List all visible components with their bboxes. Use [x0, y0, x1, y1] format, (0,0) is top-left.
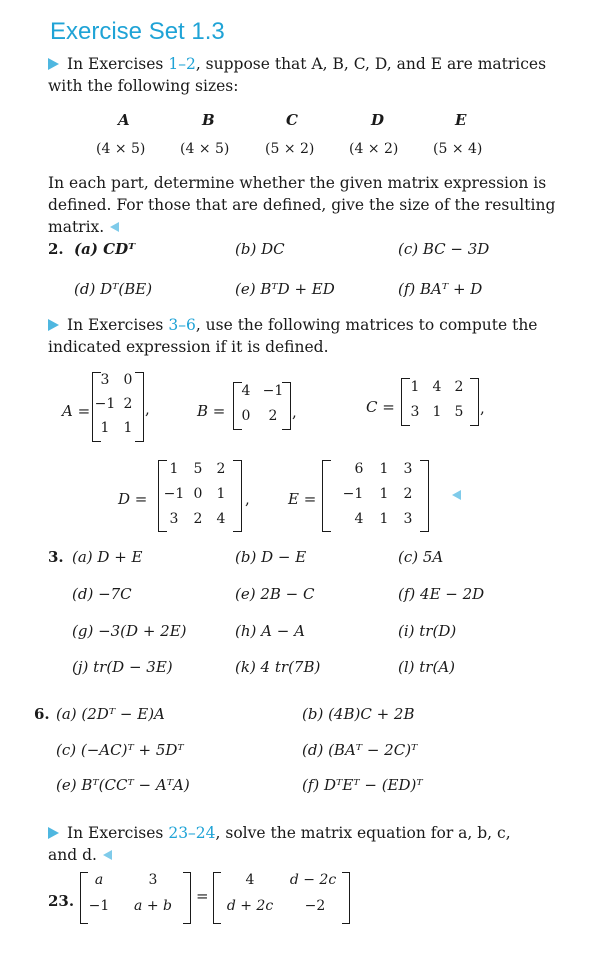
matrix-label: E = — [288, 490, 317, 508]
matrix-cell: 1 — [216, 486, 226, 502]
exercise-number: 3. — [48, 548, 64, 566]
instruction-line: defined. For those that are defined, give the size of the resulting — [48, 196, 556, 214]
exercise-item: (i) tr(D) — [398, 622, 457, 640]
instructions — [48, 172, 568, 238]
play-arrow-icon — [48, 58, 59, 70]
matrix-cell: 1 — [100, 420, 110, 436]
matrix-cell: −1 — [94, 396, 116, 412]
intro-exercises-3-6 — [48, 314, 568, 358]
matrix-name: A — [118, 111, 130, 129]
matrix-cell: 2 — [216, 461, 226, 477]
matrix-cell: 4 — [216, 511, 226, 527]
matrix-label: C = — [366, 398, 395, 416]
matrix-cell: 4 — [245, 872, 255, 888]
intro-text: In Exercises — [67, 316, 169, 334]
matrix-label: D = — [118, 490, 148, 508]
instruction-line: matrix. — [48, 218, 105, 236]
exercise-item: (a) D + E — [72, 548, 143, 566]
matrix-size: (5 × 4) — [433, 141, 483, 157]
intro-text: In Exercises — [67, 824, 169, 842]
matrix-cell: 1 — [379, 461, 389, 477]
matrix-name: D — [371, 111, 385, 129]
matrix-cell: 4 — [354, 511, 364, 527]
play-arrow-icon — [48, 827, 59, 839]
matrix-cell: 1 — [410, 379, 420, 395]
matrix-size: (4 × 2) — [349, 141, 399, 157]
exercise-link[interactable]: 3–6 — [168, 316, 196, 334]
matrix-cell: d + 2c — [226, 898, 274, 914]
intro-text: In Exercises — [67, 55, 169, 73]
matrix-cell: 3 — [403, 461, 413, 477]
matrix-cell: 5 — [193, 461, 203, 477]
matrix-name: B — [202, 111, 215, 129]
matrix-bracket — [233, 460, 242, 532]
matrix-cell: 1 — [123, 420, 133, 436]
matrix-cell: 2 — [123, 396, 133, 412]
matrix-bracket — [183, 872, 191, 924]
matrix-size: (5 × 2) — [265, 141, 315, 157]
matrix-cell: 6 — [354, 461, 364, 477]
matrix-cell: 3 — [100, 372, 110, 388]
exercise-item: (f) DᵀEᵀ − (ED)ᵀ — [302, 776, 423, 794]
matrix-cell: 2 — [268, 408, 278, 424]
exercise-item: (d) −7C — [72, 585, 132, 603]
matrix-cell: −1 — [88, 898, 110, 914]
separator: , — [145, 400, 150, 418]
matrix-cell: 3 — [169, 511, 179, 527]
separator: , — [292, 403, 297, 421]
matrix-label: B = — [197, 402, 226, 420]
exercise-item: (a) (2Dᵀ − E)A — [56, 705, 165, 723]
matrix-bracket — [470, 378, 479, 426]
matrix-name: E — [455, 111, 467, 129]
intro-text: indicated expression if it is defined. — [48, 338, 329, 356]
matrix-cell: 1 — [169, 461, 179, 477]
intro-text: , suppose that A, B, C, D, and E are matrices — [195, 55, 547, 73]
matrix-cell: 0 — [193, 486, 203, 502]
intro-text: , solve the matrix equation for a, b, c, — [215, 824, 511, 842]
exercise-item: (b) DC — [235, 240, 285, 258]
intro-text: , use the following matrices to compute the — [195, 316, 538, 334]
matrix-cell: 3 — [148, 872, 158, 888]
matrix-label: A = — [62, 402, 91, 420]
matrix-size: (4 × 5) — [96, 141, 146, 157]
exercise-item: (d) (BAᵀ − 2C)ᵀ — [302, 741, 418, 759]
matrix-bracket — [80, 872, 88, 924]
matrix-cell: 1 — [379, 486, 389, 502]
matrix-cell: 1 — [432, 404, 442, 420]
exercise-number: 23. — [48, 892, 75, 910]
exercise-number: 2. — [48, 240, 64, 258]
exercise-item: (c) BC − 3D — [398, 240, 490, 258]
exercise-item: (e) 2B − C — [235, 585, 315, 603]
matrix-cell: a + b — [134, 898, 172, 914]
separator: , — [245, 490, 250, 508]
exercise-item: (b) (4B)C + 2B — [302, 705, 415, 723]
exercise-link[interactable]: 23–24 — [168, 824, 216, 842]
separator: , — [480, 399, 485, 417]
matrix-cell: 4 — [241, 383, 251, 399]
matrix-cell: 2 — [403, 486, 413, 502]
matrix-cell: a — [94, 872, 104, 888]
matrix-cell: 2 — [454, 379, 464, 395]
exercise-item: (k) 4 tr(7B) — [235, 658, 321, 676]
back-arrow-icon[interactable] — [110, 222, 119, 232]
exercise-item: (a) CDᵀ — [74, 240, 136, 258]
back-arrow-icon[interactable] — [103, 850, 112, 860]
matrix-cell: −1 — [163, 486, 185, 502]
matrix-cell: 3 — [410, 404, 420, 420]
back-arrow-icon[interactable] — [452, 490, 461, 500]
matrix-cell: d − 2c — [289, 872, 337, 888]
matrix-cell: −2 — [304, 898, 326, 914]
intro-text: and d. — [48, 846, 97, 864]
matrix-cell: 3 — [403, 511, 413, 527]
exercise-item: (f) 4E − 2D — [398, 585, 485, 603]
play-arrow-icon — [48, 319, 59, 331]
page-title: Exercise Set 1.3 — [50, 18, 225, 45]
equals-sign: = — [196, 887, 209, 905]
exercise-item: (j) tr(D − 3E) — [72, 658, 173, 676]
matrix-bracket — [420, 460, 429, 532]
matrix-cell: 2 — [193, 511, 203, 527]
matrix-bracket — [322, 460, 331, 532]
exercise-item: (f) BAᵀ + D — [398, 280, 483, 298]
intro-exercises-23-24 — [48, 822, 568, 866]
exercise-link[interactable]: 1–2 — [168, 55, 196, 73]
instruction-line: In each part, determine whether the given matrix expression is — [48, 174, 547, 192]
exercise-item: (h) A − A — [235, 622, 305, 640]
matrix-cell: 0 — [241, 408, 251, 424]
matrix-cell: 0 — [123, 372, 133, 388]
exercise-item: (l) tr(A) — [398, 658, 456, 676]
exercise-item: (e) BᵀD + ED — [235, 280, 335, 298]
exercise-number: 6. — [34, 705, 50, 723]
matrix-cell: −1 — [342, 486, 364, 502]
matrix-size: (4 × 5) — [180, 141, 230, 157]
exercise-item: (c) (−AC)ᵀ + 5Dᵀ — [56, 741, 184, 759]
exercise-item: (b) D − E — [235, 548, 307, 566]
matrix-cell: 4 — [432, 379, 442, 395]
matrix-name: C — [286, 111, 298, 129]
matrix-cell: 1 — [379, 511, 389, 527]
matrix-cell: 5 — [454, 404, 464, 420]
intro-exercises-1-2 — [48, 53, 568, 97]
exercise-item: (g) −3(D + 2E) — [72, 622, 187, 640]
exercise-item: (d) Dᵀ(BE) — [74, 280, 153, 298]
exercise-item: (e) Bᵀ(CCᵀ − AᵀA) — [56, 776, 190, 794]
matrix-cell: −1 — [262, 383, 284, 399]
intro-text: with the following sizes: — [48, 77, 239, 95]
exercise-item: (c) 5A — [398, 548, 444, 566]
